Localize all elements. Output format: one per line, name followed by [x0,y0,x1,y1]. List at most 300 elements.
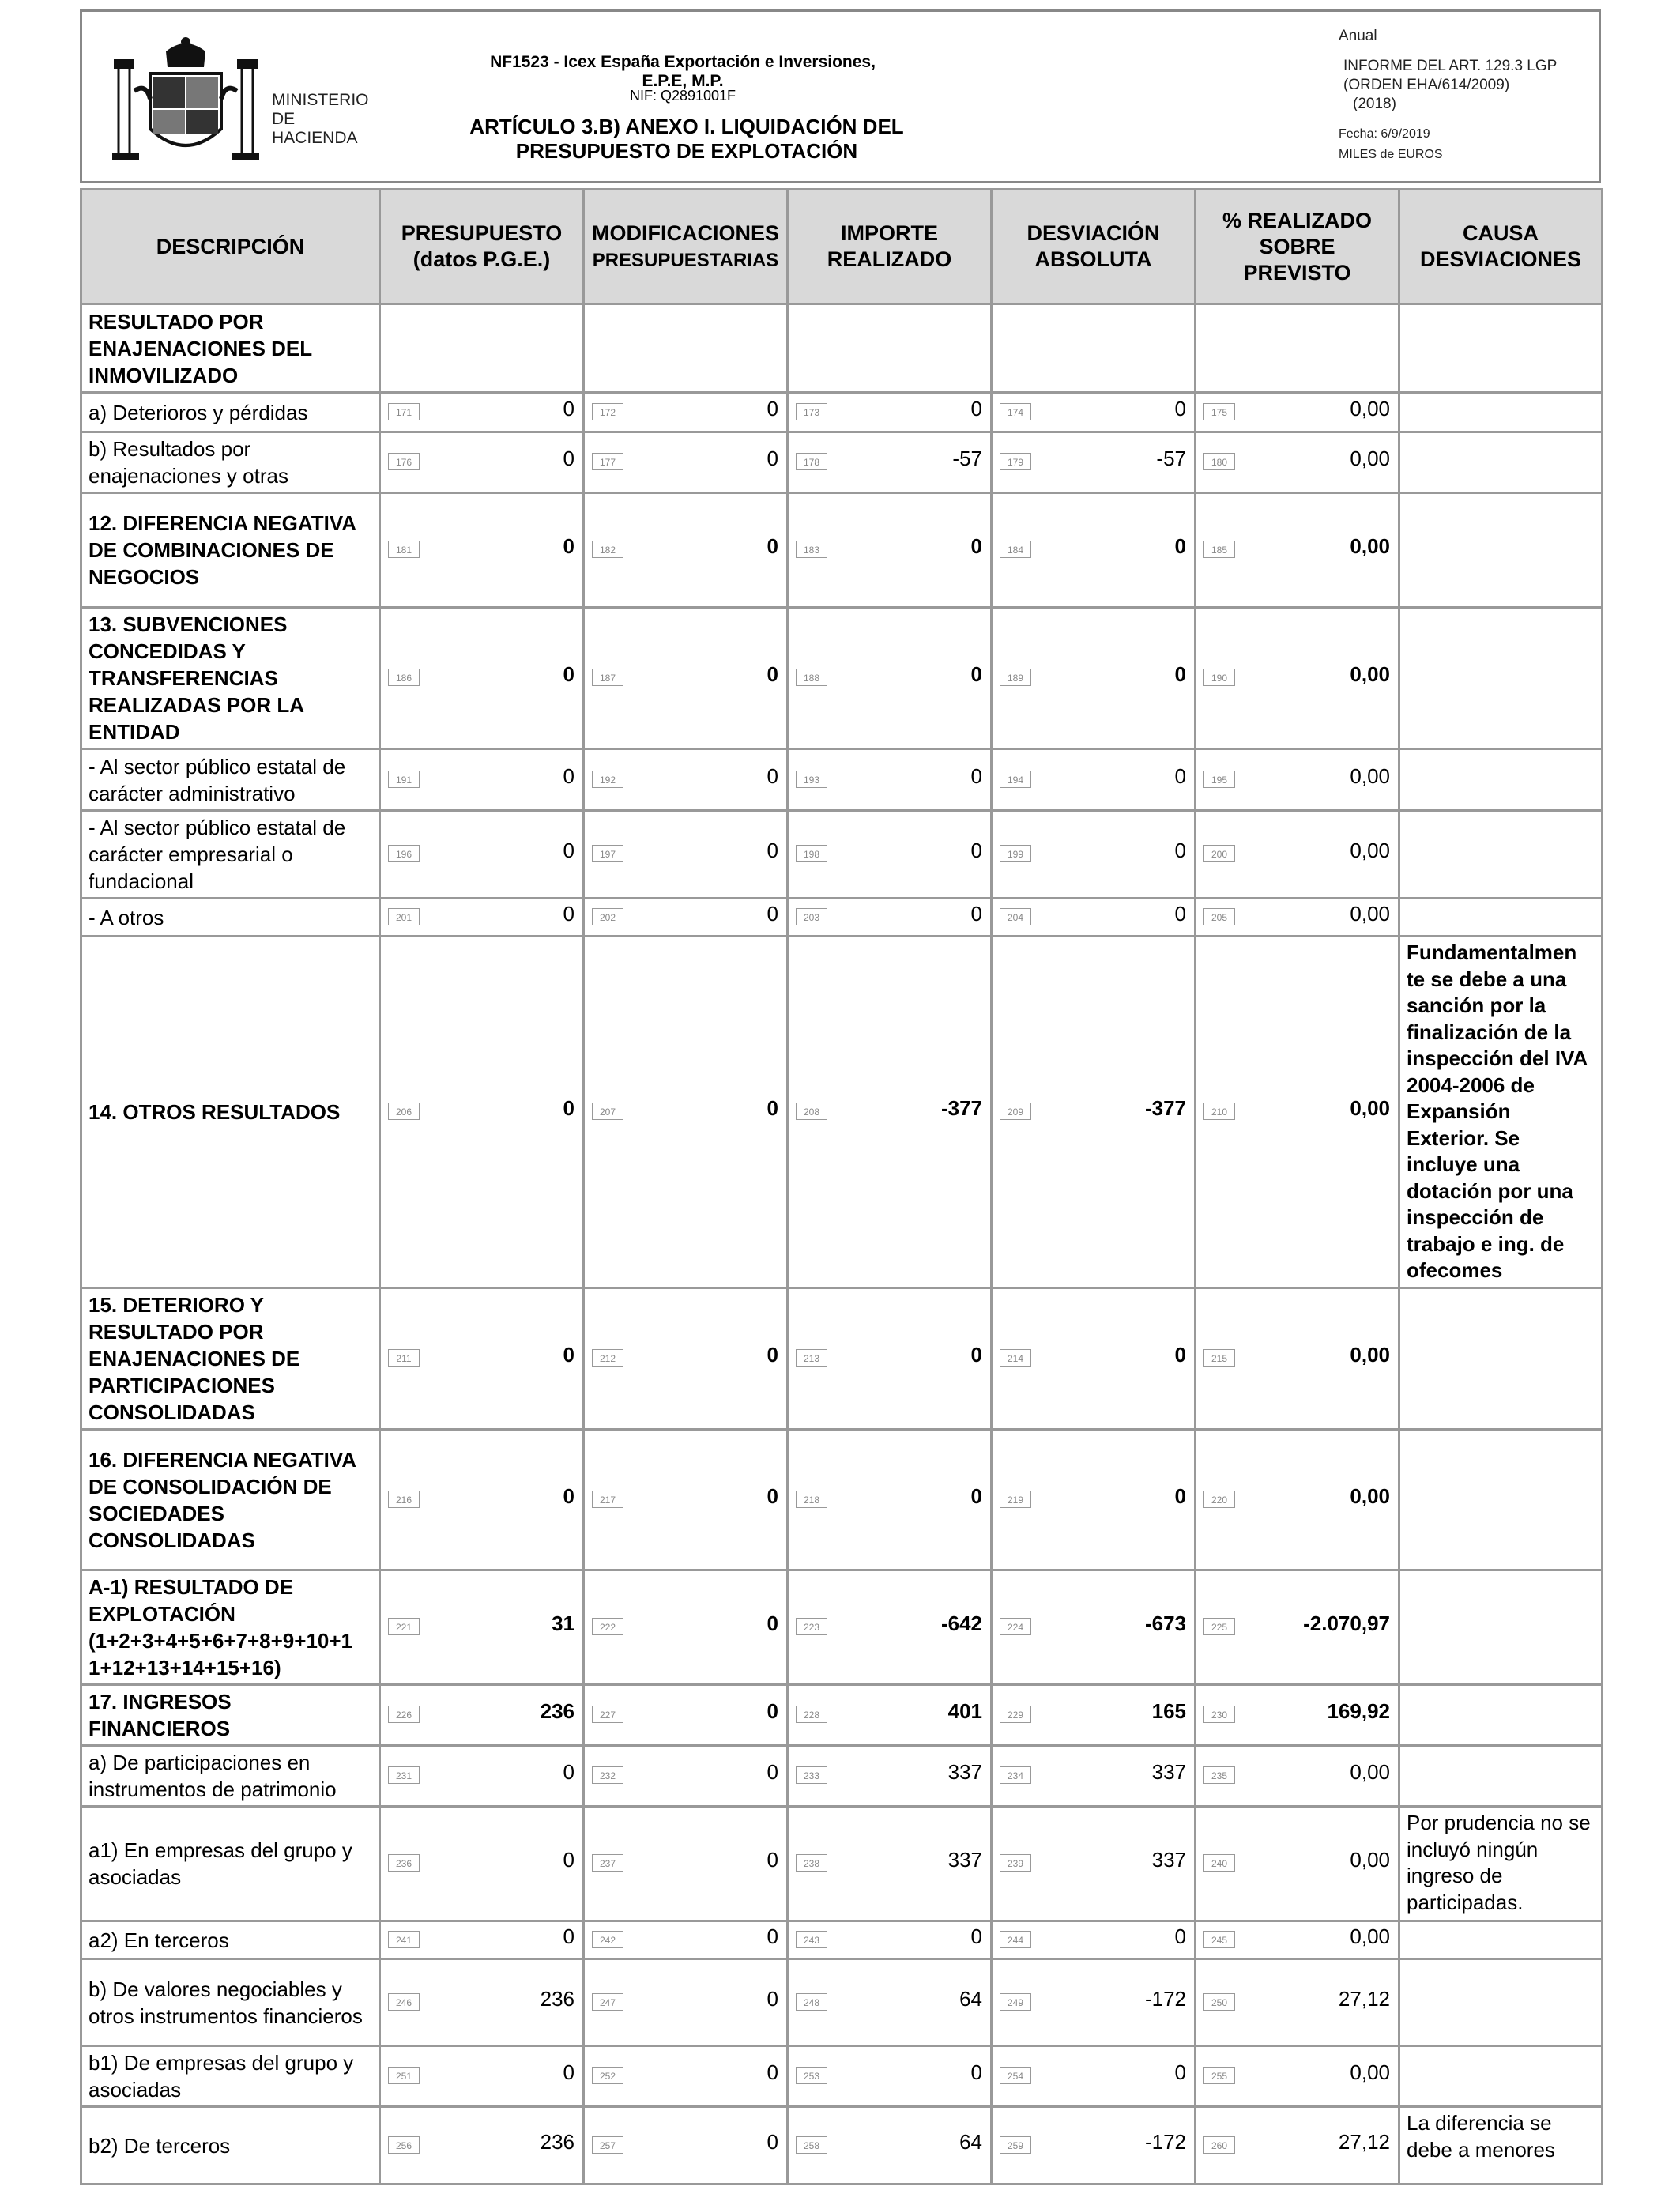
table-row [81,1959,1603,2046]
row-description: a1) En empresas del grupo y asociadas [81,1807,380,1921]
row-description: 15. DETERIORO Y RESULTADO POR ENAJENACIONES DE PARTICIPACIONES CONSOLIDADAS [81,1288,380,1430]
cell-value: 401 [947,1699,982,1723]
field-number-box: 201 [388,908,420,925]
table-row [81,1685,1603,1746]
cell-value: 0 [767,1699,778,1723]
cell-causa [1399,393,1603,432]
cell-causa: Fundamentalmen te se debe a una sanción por la finalización de la inspección del IVA 2004-2006 de Expansión Exterior. Se incluye una dotación por una inspección de trabajo e ing. de ofecomes [1399,937,1603,1288]
report-date: Fecha: 6/9/2019 [1339,127,1430,141]
field-number-box: 237 [592,1854,623,1872]
field-number-box: 173 [796,403,827,420]
cell-desviacion [992,749,1196,811]
cell-value: 0 [970,763,982,788]
cell-presupuesto [380,393,584,432]
field-number-box: 188 [796,669,827,686]
table-row [81,393,1603,432]
field-number-box: 245 [1203,1931,1235,1948]
cell-presupuesto [380,493,584,608]
cell-value: 31 [552,1612,574,1635]
cell-causa: La diferencia se debe a menores [1399,2107,1603,2185]
report-line-1: INFORME DEL ART. 129.3 LGP [1343,58,1558,74]
cell-importe [788,393,992,432]
cell-causa [1399,749,1603,811]
cell-value: 0 [1174,901,1186,925]
field-number-box: 213 [796,1349,827,1367]
field-number-box: 259 [1000,2136,1031,2154]
col-realizado: % REALIZADO SOBRE PREVISTO [1196,190,1399,304]
cell-value: 0 [1174,396,1186,420]
cell-value: -57 [952,447,982,470]
field-number-box: 176 [388,453,420,470]
cell-value: 0 [563,1343,574,1367]
cell-value: 0 [767,839,778,862]
row-description: a) Deterioros y pérdidas [81,393,380,432]
cell-value: -57 [1156,447,1186,470]
field-number-box: 250 [1203,1993,1235,2011]
cell-realizado [1196,1430,1399,1570]
cell-importe [788,1921,992,1959]
cell-presupuesto [380,1746,584,1807]
field-number-box: 221 [388,1618,420,1635]
cell-importe [788,1685,992,1746]
cell-presupuesto [380,749,584,811]
row-description: 12. DIFERENCIA NEGATIVA DE COMBINACIONES DE NEGOCIOS [81,493,380,608]
cell-value: 0 [767,1612,778,1635]
field-number-box: 247 [592,1993,623,2011]
field-number-box: 244 [1000,1931,1031,1948]
ministry-name [272,91,371,148]
field-number-box: 233 [796,1766,827,1784]
field-number-box: 172 [592,403,623,420]
cell-importe [788,937,992,1288]
budget-table [80,188,1603,2185]
cell-realizado [1196,493,1399,608]
table-body [81,304,1603,2185]
table-row [81,937,1603,1288]
table-row [81,811,1603,899]
cell-value: 0 [563,396,574,420]
cell-value: 0 [970,1924,982,1948]
cell-desviacion [992,2046,1196,2107]
field-number-box: 255 [1203,2067,1235,2084]
cell-realizado [1196,937,1399,1288]
cell-modificaciones [584,1807,788,1921]
cell-realizado [1196,1288,1399,1430]
cell-value: -172 [1144,1986,1186,2011]
cell-importe [788,2107,992,2185]
row-description: b) De valores negociables y otros instrumentos financieros [81,1959,380,2046]
field-number-box: 208 [796,1103,827,1120]
cell-modificaciones [584,899,788,937]
cell-value: 27,12 [1338,2129,1390,2154]
cell-value: 0 [563,1760,574,1784]
cell-value: 0 [767,662,778,686]
field-number-box: 177 [592,453,623,470]
cell-value: 169,92 [1327,1699,1390,1723]
cell-value: 0 [767,1986,778,2011]
cell-value: 0,00 [1350,901,1390,925]
cell-presupuesto [380,899,584,937]
cell-value: 0 [767,901,778,925]
cell-causa [1399,493,1603,608]
cell-value: -377 [1144,1096,1186,1120]
cell-value: 0 [563,1848,574,1872]
field-number-box: 215 [1203,1349,1235,1367]
period-label: Anual [1339,28,1377,44]
table-row [81,1807,1603,1921]
field-number-box: 238 [796,1854,827,1872]
field-number-box: 202 [592,908,623,925]
field-number-box: 256 [388,2136,420,2154]
cell-value: 236 [540,1986,574,2011]
field-number-box: 226 [388,1706,420,1723]
cell-value: 0 [563,447,574,470]
cell-modificaciones [584,393,788,432]
cell-realizado [1196,2107,1399,2185]
cell-value: 0 [563,901,574,925]
cell-value: 165 [1151,1699,1186,1723]
cell-presupuesto [380,1959,584,2046]
cell-modificaciones [584,1570,788,1685]
cell-value: 0 [1174,839,1186,862]
cell-importe [788,899,992,937]
cell-presupuesto [380,1921,584,1959]
table-row [81,304,1603,393]
field-number-box: 258 [796,2136,827,2154]
cell-value: -377 [940,1096,982,1120]
field-number-box: 228 [796,1706,827,1723]
cell-value: 0,00 [1350,1343,1390,1367]
cell-value: -2.070,97 [1303,1612,1390,1635]
cell-presupuesto [380,1807,584,1921]
cell-causa [1399,1288,1603,1430]
field-number-box: 195 [1203,771,1235,788]
cell-value: 0 [767,1848,778,1872]
table-row [81,608,1603,749]
cell-realizado [1196,1746,1399,1807]
cell-causa [1399,1921,1603,1959]
cell-realizado [1196,1959,1399,2046]
cell-presupuesto [380,1288,584,1430]
report-line-3: (2018) [1353,96,1396,112]
cell-causa [1399,432,1603,493]
cell-value: 236 [540,2129,574,2154]
field-number-box: 253 [796,2067,827,2084]
field-number-box: 194 [1000,771,1031,788]
cell-value: 0 [563,534,574,558]
field-number-box: 219 [1000,1491,1031,1508]
cell-desviacion [992,1746,1196,1807]
cell-value: 0 [767,1483,778,1508]
cell-value: 0 [970,534,982,558]
field-number-box: 242 [592,1931,623,1948]
field-number-box: 225 [1203,1618,1235,1635]
field-number-box: 241 [388,1931,420,1948]
table-header-row [81,190,1603,304]
report-units: MILES de EUROS [1339,148,1443,161]
row-description: a) De participaciones en instrumentos de patrimonio [81,1746,380,1807]
field-number-box: 211 [388,1349,420,1367]
cell-realizado [1196,1570,1399,1685]
cell-value: 64 [959,1986,982,2011]
cell-value: 0 [767,1343,778,1367]
cell-modificaciones [584,1746,788,1807]
report-line-2: (ORDEN EHA/614/2009) [1343,77,1510,93]
cell-desviacion [992,1959,1196,2046]
cell-value: 337 [1151,1760,1186,1784]
cell-presupuesto [380,937,584,1288]
entity-name: NF1523 - Icex España Exportación e Inversiones, E.P.E, M.P. [490,53,876,90]
cell-value: 337 [1151,1848,1186,1872]
field-number-box: 198 [796,845,827,862]
field-number-box: 209 [1000,1103,1031,1120]
cell-modificaciones [584,1288,788,1430]
field-number-box: 186 [388,669,420,686]
cell-value: 0,00 [1350,1924,1390,1948]
cell-causa [1399,2046,1603,2107]
field-number-box: 223 [796,1618,827,1635]
cell-desviacion [992,1685,1196,1746]
field-number-box: 174 [1000,403,1031,420]
cell-value: 0 [767,1096,778,1120]
row-description: - A otros [81,899,380,937]
field-number-box: 207 [592,1103,623,1120]
field-number-box: 205 [1203,908,1235,925]
field-number-box: 252 [592,2067,623,2084]
field-number-box: 236 [388,1854,420,1872]
cell-importe [788,432,992,493]
cell-realizado [1196,1685,1399,1746]
table-row [81,2107,1603,2185]
cell-value: 0 [563,1924,574,1948]
cell-value: 0 [970,1483,982,1508]
field-number-box: 200 [1203,845,1235,862]
cell-value: 0,00 [1350,1483,1390,1508]
field-number-box: 204 [1000,908,1031,925]
cell-value: -673 [1144,1612,1186,1635]
cell-value: -172 [1144,2129,1186,2154]
row-description: b2) De terceros [81,2107,380,2185]
cell-presupuesto [380,304,584,393]
cell-value: 0 [970,901,982,925]
field-number-box: 187 [592,669,623,686]
field-number-box: 180 [1203,453,1235,470]
cell-importe [788,1959,992,2046]
field-number-box: 251 [388,2067,420,2084]
cell-causa: Por prudencia no se incluyó ningún ingreso de participadas. [1399,1807,1603,1921]
field-number-box: 193 [796,771,827,788]
field-number-box: 231 [388,1766,420,1784]
cell-value: 0 [970,396,982,420]
cell-realizado [1196,1807,1399,1921]
article-title: ARTÍCULO 3.B) ANEXO I. LIQUIDACIÓN DEL PRESUPUESTO DE EXPLOTACIÓN [469,115,904,163]
field-number-box: 192 [592,771,623,788]
field-number-box: 189 [1000,669,1031,686]
cell-realizado [1196,899,1399,937]
cell-modificaciones [584,432,788,493]
ministry-name-line2: DE HACIENDA [272,110,358,147]
cell-value: 0 [1174,2060,1186,2084]
field-number-box: 178 [796,453,827,470]
field-number-box: 243 [796,1931,827,1948]
cell-value: 0,00 [1350,447,1390,470]
cell-value: 0,00 [1350,534,1390,558]
cell-value: 0 [767,447,778,470]
table-row [81,899,1603,937]
cell-modificaciones [584,937,788,1288]
cell-desviacion [992,1807,1196,1921]
cell-value: 0,00 [1350,1848,1390,1872]
cell-value: 0 [563,1483,574,1508]
cell-importe [788,1570,992,1685]
cell-causa [1399,1570,1603,1685]
cell-importe [788,811,992,899]
table-row [81,1921,1603,1959]
cell-value: 0 [563,662,574,686]
cell-value: 0,00 [1350,2060,1390,2084]
table-row [81,432,1603,493]
table-row [81,1746,1603,1807]
cell-value: 0 [563,1096,574,1120]
report-header [80,9,1601,183]
cell-desviacion [992,1921,1196,1959]
cell-presupuesto [380,2046,584,2107]
cell-desviacion [992,493,1196,608]
field-number-box: 214 [1000,1349,1031,1367]
field-number-box: 234 [1000,1766,1031,1784]
cell-causa [1399,1959,1603,2046]
table-row [81,749,1603,811]
row-description: RESULTADO POR ENAJENACIONES DEL INMOVILIZADO [81,304,380,393]
field-number-box: 248 [796,1993,827,2011]
field-number-box: 216 [388,1491,420,1508]
col-desviacion: DESVIACIÓN ABSOLUTA [992,190,1196,304]
field-number-box: 179 [1000,453,1031,470]
field-number-box: 232 [592,1766,623,1784]
cell-value: 0 [767,396,778,420]
coat-of-arms-icon [111,36,261,170]
col-presupuesto: PRESUPUESTO (datos P.G.E.) [380,190,584,304]
cell-modificaciones [584,304,788,393]
cell-presupuesto [380,608,584,749]
cell-value: 0,00 [1350,662,1390,686]
cell-value: 0,00 [1350,1760,1390,1784]
cell-modificaciones [584,1430,788,1570]
cell-desviacion [992,1430,1196,1570]
row-description: 14. OTROS RESULTADOS [81,937,380,1288]
cell-presupuesto [380,811,584,899]
cell-value: 0 [1174,1343,1186,1367]
field-number-box: 254 [1000,2067,1031,2084]
field-number-box: 239 [1000,1854,1031,1872]
field-number-box: 235 [1203,1766,1235,1784]
field-number-box: 227 [592,1706,623,1723]
table-row [81,1570,1603,1685]
row-description: b1) De empresas del grupo y asociadas [81,2046,380,2107]
entity-nif: NIF: Q2891001F [629,88,736,104]
cell-realizado [1196,432,1399,493]
row-description: 13. SUBVENCIONES CONCEDIDAS Y TRANSFERENCIAS REALIZADAS POR LA ENTIDAD [81,608,380,749]
cell-realizado [1196,749,1399,811]
cell-importe [788,1288,992,1430]
row-description: - Al sector público estatal de carácter administrativo [81,749,380,811]
cell-modificaciones [584,608,788,749]
field-number-box: 249 [1000,1993,1031,2011]
cell-desviacion [992,2107,1196,2185]
cell-realizado [1196,393,1399,432]
cell-presupuesto [380,1430,584,1570]
cell-value: -642 [940,1612,982,1635]
field-number-box: 175 [1203,403,1235,420]
cell-causa [1399,811,1603,899]
cell-value: 337 [947,1848,982,1872]
field-number-box: 217 [592,1491,623,1508]
cell-value: 0 [767,1924,778,1948]
field-number-box: 191 [388,771,420,788]
field-number-box: 229 [1000,1706,1031,1723]
cell-modificaciones [584,1921,788,1959]
cell-value: 0 [970,1343,982,1367]
table-row [81,2046,1603,2107]
cell-desviacion [992,1570,1196,1685]
cell-realizado [1196,2046,1399,2107]
cell-importe [788,1430,992,1570]
cell-causa [1399,1746,1603,1807]
cell-value: 0 [767,1760,778,1784]
cell-modificaciones [584,2107,788,2185]
cell-desviacion [992,393,1196,432]
cell-value: 236 [540,1699,574,1723]
cell-value: 0 [767,534,778,558]
cell-desviacion [992,899,1196,937]
row-description: - Al sector público estatal de carácter empresarial o fundacional [81,811,380,899]
cell-importe [788,1746,992,1807]
field-number-box: 199 [1000,845,1031,862]
cell-value: 27,12 [1338,1986,1390,2011]
field-number-box: 210 [1203,1103,1235,1120]
field-number-box: 197 [592,845,623,862]
ministry-logo [111,36,371,170]
cell-realizado [1196,1921,1399,1959]
cell-modificaciones [584,811,788,899]
cell-desviacion [992,1288,1196,1430]
field-number-box: 196 [388,845,420,862]
cell-modificaciones [584,1685,788,1746]
col-modificaciones: MODIFICACIONES PRESUPUESTARIAS [584,190,788,304]
table-row [81,493,1603,608]
cell-value: 0,00 [1350,1096,1390,1120]
cell-importe [788,749,992,811]
cell-presupuesto [380,1685,584,1746]
row-description: a2) En terceros [81,1921,380,1959]
cell-causa [1399,1430,1603,1570]
cell-desviacion [992,608,1196,749]
cell-value: 0,00 [1350,396,1390,420]
row-description: 17. INGRESOS FINANCIEROS [81,1685,380,1746]
cell-value: 0 [970,2060,982,2084]
cell-desviacion [992,937,1196,1288]
cell-importe [788,608,992,749]
cell-presupuesto [380,432,584,493]
cell-value: 0 [1174,1924,1186,1948]
cell-causa [1399,1685,1603,1746]
cell-modificaciones [584,749,788,811]
ministry-name-line1: MINISTERIO [272,91,369,109]
cell-realizado [1196,304,1399,393]
field-number-box: 190 [1203,669,1235,686]
table-row [81,1430,1603,1570]
field-number-box: 183 [796,541,827,558]
